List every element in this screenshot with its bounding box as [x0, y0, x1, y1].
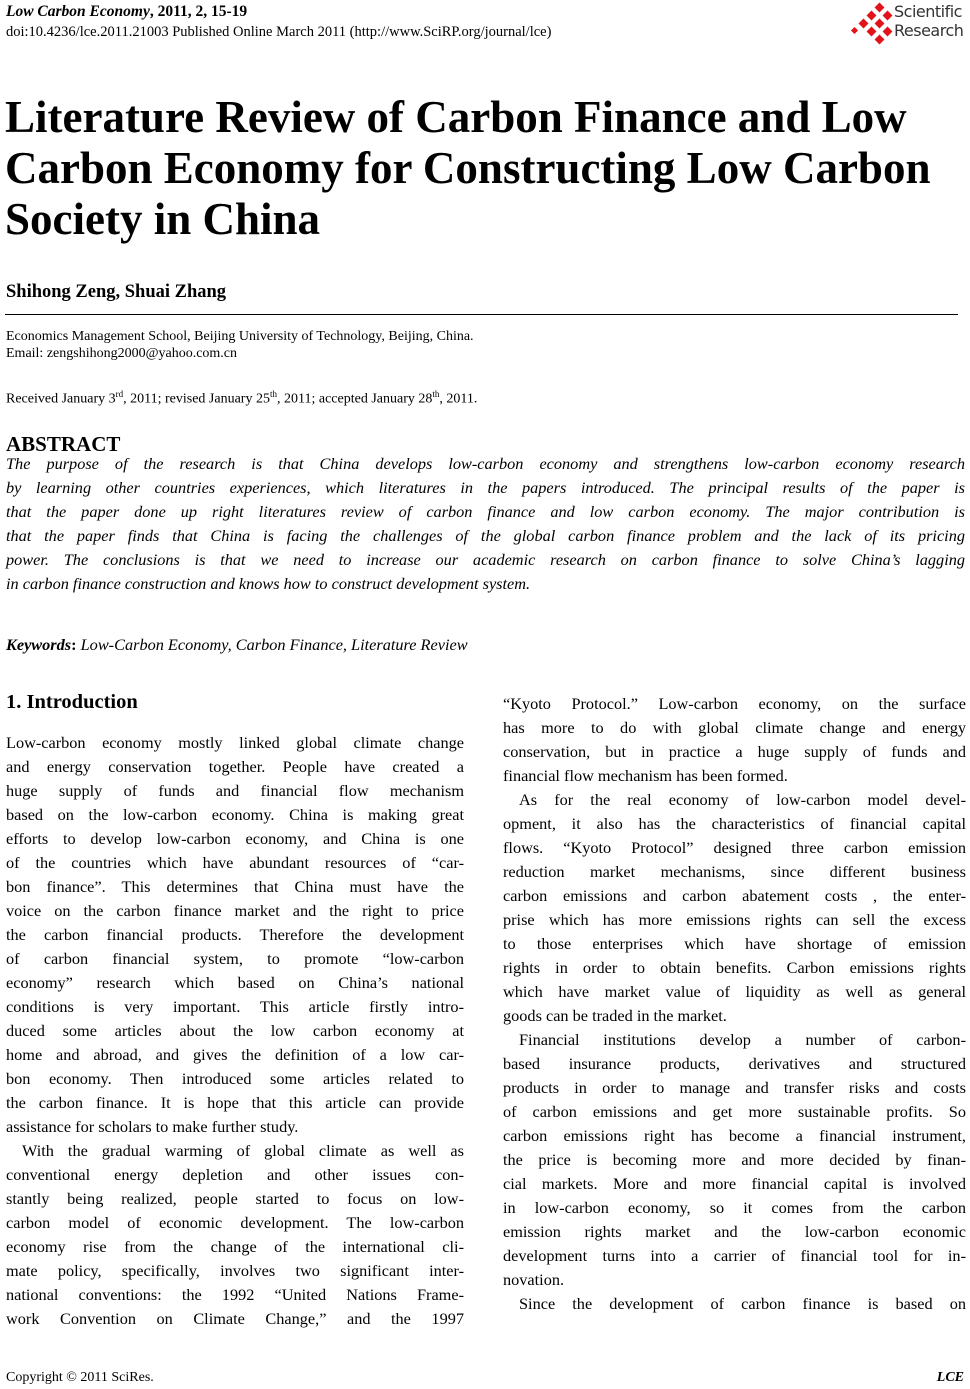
paragraph: [503, 1292, 966, 1316]
left-column: [6, 731, 464, 1331]
text-line: has more to do with global climate change and energy: [503, 718, 966, 737]
journal-name: Low Carbon Economy: [6, 3, 150, 20]
paragraph: [503, 788, 966, 1028]
text-line: rights in order to obtain benefits. Carbon emissions rights: [503, 958, 966, 977]
text-line: that the paper done up right literatures review of carbon finance and low carbon economy. The major contribution is: [6, 502, 965, 521]
text-line: Low-carbon economy mostly linked global climate change: [6, 733, 464, 752]
text-line: of carbon emissions and get more sustainable profits. So: [503, 1102, 966, 1121]
text-line: prise which has more emissions rights can sell the excess: [503, 910, 966, 929]
text-line: of the countries which have abundant resources of “car-: [6, 853, 464, 872]
keywords-sep: :: [71, 635, 81, 654]
title-line: Literature Review of Carbon Finance and Low: [5, 92, 907, 142]
text-line: in low-carbon economy, so it comes from the carbon: [503, 1198, 966, 1217]
received-dates: [6, 389, 477, 408]
logo-line-2: Research: [894, 21, 964, 40]
title-line: Society in China: [5, 194, 321, 244]
text-line: mate policy, specifically, involves two significant inter-: [6, 1261, 464, 1280]
text-line: economy rise from the change of the international cli-: [6, 1237, 464, 1256]
text-line: stantly being realized, people started to focus on low-: [6, 1189, 464, 1208]
text-line: in carbon finance construction and knows how to construct development system.: [6, 574, 531, 593]
text-line: based insurance products, derivatives and structured: [503, 1054, 966, 1073]
logo-line-1: Scientific: [894, 2, 962, 21]
ordinal: th: [432, 389, 440, 399]
text-line: of carbon financial system, to promote “low-carbon: [6, 949, 464, 968]
title-line: Carbon Economy for Constructing Low Carbon: [5, 143, 931, 193]
affiliation-block: [6, 328, 474, 362]
text-line: the carbon finance. It is hope that this article can provide: [6, 1093, 464, 1112]
logo-text: [894, 2, 963, 40]
copyright: Copyright © 2011 SciRes.: [6, 1370, 154, 1385]
text-line: power. The conclusions is that we need to increase our academic research on carbon finance to solve China’s lagging: [6, 550, 965, 569]
text-line: assistance for scholars to make further study.: [6, 1117, 299, 1136]
text-line: economy” research which based on China’s national: [6, 973, 464, 992]
text-line: bon economy. Then introduced some articles related to: [6, 1069, 464, 1088]
text-line: the carbon financial products. Therefore the development: [6, 925, 464, 944]
text-line: conditions is very important. This article firstly intro-: [6, 997, 464, 1016]
received-text: Received January 3: [6, 391, 116, 407]
text-line: bon finance”. This determines that China must have the: [6, 877, 464, 896]
paper-title: [5, 92, 965, 245]
text-line: Since the development of carbon finance is based on: [519, 1294, 966, 1313]
text-line: conventional energy depletion and other issues con-: [6, 1165, 464, 1184]
year-text: , 2011.: [439, 391, 478, 407]
journal-issue: , 2011, 2, 15-19: [149, 3, 248, 20]
text-line: reduction market mechanisms, since different business: [503, 862, 966, 881]
text-line: duced some articles about the low carbon economy at: [6, 1021, 464, 1040]
keywords: [6, 635, 468, 655]
text-line: “Kyoto Protocol.” Low-carbon economy, on the surface: [503, 694, 966, 713]
ordinal: rd: [115, 389, 124, 399]
abstract-heading: ABSTRACT: [6, 432, 121, 456]
keywords-value: Low-Carbon Economy, Carbon Finance, Literature Review: [80, 635, 468, 654]
paragraph: [503, 692, 966, 788]
paragraph: [503, 1028, 966, 1292]
abstract-body: [6, 452, 965, 596]
text-line: based on the low-carbon economy. China is making great: [6, 805, 464, 824]
text-line: novation.: [503, 1270, 565, 1289]
text-line: carbon model of economic development. The low-carbon: [6, 1213, 464, 1232]
text-line: home and abroad, and gives the definition of a low car-: [6, 1045, 464, 1064]
text-line: carbon emissions right has become a financial instrument,: [503, 1126, 966, 1145]
text-line: that the paper finds that China is facing the challenges of the global carbon finance problem and the lack of its pricing: [6, 526, 965, 545]
text-line: development turns into a carrier of financial tool for in-: [503, 1246, 966, 1265]
text-line: huge supply of funds and financial flow mechanism: [6, 781, 464, 800]
text-line: conservation, but in practice a huge supply of funds and: [503, 742, 966, 761]
text-line: work Convention on Climate Change,” and the 1997: [6, 1309, 464, 1328]
text-line: carbon emissions and carbon abatement costs , the enter-: [503, 886, 966, 905]
text-line: The purpose of the research is that China develops low-carbon economy and strengthens low-carbon economy research: [6, 454, 965, 473]
revised-text: , 2011; revised January 25: [123, 391, 270, 407]
right-column: [503, 692, 966, 1316]
journal-abbr: LCE: [936, 1370, 964, 1385]
publisher-logo: [850, 2, 970, 46]
section-heading: 1. Introduction: [6, 691, 138, 713]
doi-line: doi:10.4236/lce.2011.21003 Published Online March 2011 (http://www.SciRP.org/journal/lce): [6, 24, 552, 40]
text-line: national conventions: the 1992 “United Nations Frame-: [6, 1285, 464, 1304]
text-line: by learning other countries experiences, which literatures in the papers introduced. The principal results of the paper is: [6, 478, 965, 497]
divider: [5, 314, 958, 315]
text-line: financial flow mechanism has been formed.: [503, 766, 788, 785]
text-line: With the gradual warming of global climate as well as: [22, 1141, 464, 1160]
text-line: flows. “Kyoto Protocol” designed three carbon emission: [503, 838, 966, 857]
affiliation: Economics Management School, Beijing University of Technology, Beijing, China.: [6, 329, 474, 344]
text-line: which have market value of liquidity as well as general: [503, 982, 966, 1001]
text-line: Financial institutions develop a number of carbon-: [519, 1030, 966, 1049]
email[interactable]: Email: zengshihong2000@yahoo.com.cn: [6, 346, 238, 361]
accepted-text: , 2011; accepted January 28: [276, 391, 433, 407]
paragraph: [6, 731, 464, 1139]
text-line: cial markets. More and more financial capital is involved: [503, 1174, 966, 1193]
paragraph: [6, 1139, 464, 1331]
text-line: As for the real economy of low-carbon model devel-: [519, 790, 966, 809]
text-line: products in order to manage and transfer risks and costs: [503, 1078, 966, 1097]
text-line: goods can be traded in the market.: [503, 1006, 727, 1025]
journal-citation: [6, 3, 247, 21]
diamond-grid-icon: [850, 2, 894, 46]
ordinal: th: [269, 389, 277, 399]
text-line: opment, it also has the characteristics of financial capital: [503, 814, 966, 833]
keywords-label: Keywords: [6, 635, 72, 654]
authors: Shihong Zeng, Shuai Zhang: [6, 282, 227, 302]
text-line: voice on the carbon finance market and the right to price: [6, 901, 464, 920]
text-line: efforts to develop low-carbon economy, and China is one: [6, 829, 464, 848]
text-line: and energy conservation together. People have created a: [6, 757, 464, 776]
text-line: emission rights market and the low-carbon economic: [503, 1222, 966, 1241]
text-line: to those enterprises which have shortage of emission: [503, 934, 966, 953]
text-line: the price is becoming more and more decided by finan-: [503, 1150, 966, 1169]
